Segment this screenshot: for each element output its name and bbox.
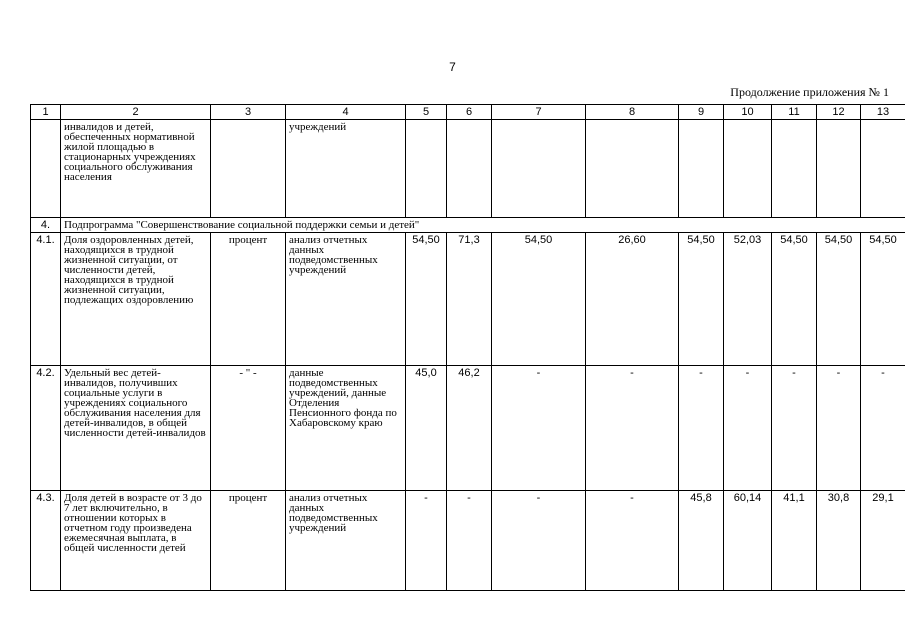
value-cell: - <box>861 366 905 491</box>
cell <box>586 120 679 218</box>
value-cell: - <box>406 491 447 591</box>
table-row-continued <box>31 120 905 218</box>
row-number: 4.1. <box>31 233 61 366</box>
header-cell: 6 <box>447 105 492 120</box>
cell <box>861 120 905 218</box>
value-cell: - <box>586 366 679 491</box>
header-cell: 11 <box>772 105 817 120</box>
cell <box>31 120 61 218</box>
header-cell: 5 <box>406 105 447 120</box>
cell <box>406 120 447 218</box>
value-cell: 26,60 <box>586 233 679 366</box>
cell <box>817 120 861 218</box>
indicator-name: Доля детей в возрасте от 3 до 7 лет включительно, в отношении которых в отчетном году произведена ежемесячная выплата, в общей численности детей <box>61 491 211 591</box>
header-cell: 9 <box>679 105 724 120</box>
header-cell: 7 <box>492 105 586 120</box>
section-title: Подпрограмма "Совершенствование социальной поддержки семьи и детей" <box>61 218 905 233</box>
section-row <box>31 218 905 233</box>
cell <box>679 120 724 218</box>
value-cell: - <box>447 491 492 591</box>
unit: процент <box>211 491 286 591</box>
indicators-table <box>30 104 905 591</box>
value-cell: - <box>679 366 724 491</box>
indicator-name: Удельный вес детей-инвалидов, получивших социальные услуги в учреждениях социального обслуживания населения для детей-инвалидов, в общей численности детей-инвалидов <box>61 366 211 491</box>
cell <box>772 120 817 218</box>
value-cell: - <box>586 491 679 591</box>
header-row <box>31 105 905 120</box>
header-cell: 3 <box>211 105 286 120</box>
unit: процент <box>211 233 286 366</box>
value-cell: 46,2 <box>447 366 492 491</box>
value-cell: 30,8 <box>817 491 861 591</box>
header-cell: 10 <box>724 105 772 120</box>
value-cell: 41,1 <box>772 491 817 591</box>
data-source: анализ отчетных данных подведомственных учреждений <box>286 233 406 366</box>
cell <box>211 120 286 218</box>
table-row <box>31 491 905 591</box>
value-cell: 54,50 <box>492 233 586 366</box>
data-source: данные подведомственных учреждений, данные Отделения Пенсионного фонда по Хабаровскому краю <box>286 366 406 491</box>
row-number: 4.3. <box>31 491 61 591</box>
cell <box>492 120 586 218</box>
header-cell: 4 <box>286 105 406 120</box>
value-cell: - <box>772 366 817 491</box>
value-cell: 54,50 <box>817 233 861 366</box>
data-source: учреждений <box>286 120 406 218</box>
header-cell: 13 <box>861 105 905 120</box>
section-number: 4. <box>31 218 61 233</box>
page-number: 7 <box>449 60 456 74</box>
value-cell: 60,14 <box>724 491 772 591</box>
value-cell: 54,50 <box>861 233 905 366</box>
row-number: 4.2. <box>31 366 61 491</box>
value-cell: 45,0 <box>406 366 447 491</box>
value-cell: - <box>492 491 586 591</box>
unit: - " - <box>211 366 286 491</box>
cell <box>447 120 492 218</box>
indicator-name: Доля оздоровленных детей, находящихся в трудной жизненной ситуации, от численности детей, находящихся в трудной жизненной ситуации, подлежащих оздоровлению <box>61 233 211 366</box>
value-cell: - <box>817 366 861 491</box>
value-cell: 54,50 <box>406 233 447 366</box>
value-cell: - <box>724 366 772 491</box>
value-cell: 71,3 <box>447 233 492 366</box>
value-cell: 54,50 <box>679 233 724 366</box>
continuation-label: Продолжение приложения № 1 <box>730 85 889 99</box>
value-cell: - <box>492 366 586 491</box>
value-cell: 29,1 <box>861 491 905 591</box>
data-source: анализ отчетных данных подведомственных учреждений <box>286 491 406 591</box>
value-cell: 45,8 <box>679 491 724 591</box>
value-cell: 54,50 <box>772 233 817 366</box>
header-cell: 1 <box>31 105 61 120</box>
value-cell: 52,03 <box>724 233 772 366</box>
table-row <box>31 366 905 491</box>
cell <box>724 120 772 218</box>
header-cell: 2 <box>61 105 211 120</box>
header-cell: 12 <box>817 105 861 120</box>
header-cell: 8 <box>586 105 679 120</box>
indicator-name: инвалидов и детей, обеспеченных нормативной жилой площадью в стационарных учреждениях социального обслуживания населения <box>61 120 211 218</box>
table-row <box>31 233 905 366</box>
